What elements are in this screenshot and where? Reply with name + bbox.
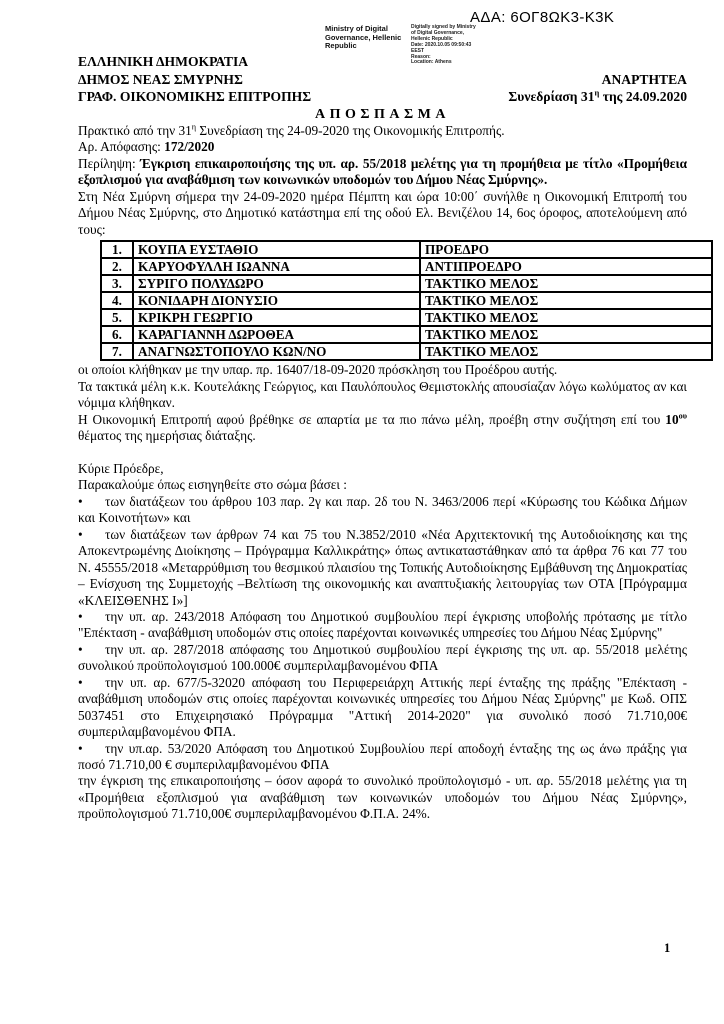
- text-segment: Συνεδρίαση της 24-09-2020 της Οικονομικής Επιτροπής.: [196, 123, 505, 138]
- page-number: 1: [664, 941, 671, 955]
- member-number: 1.: [101, 241, 133, 258]
- member-number: 4.: [101, 292, 133, 309]
- letterhead: [78, 53, 311, 106]
- member-row: [101, 258, 712, 275]
- member-row: [101, 241, 712, 258]
- member-role: ΤΑΚΤΙΚΟ ΜΕΛΟΣ: [420, 343, 712, 360]
- signature-detail-line: Location: Athens: [411, 59, 452, 66]
- superscript-text: η: [191, 122, 197, 132]
- member-role: ΤΑΚΤΙΚΟ ΜΕΛΟΣ: [420, 292, 712, 309]
- text-segment: των διατάξεων του άρθρου 103 παρ. 2γ και παρ. 2δ του Ν. 3463/2006 περί «Κύρωσης του Κώδικα Δήμων και Κοινοτήτων» και: [78, 493, 687, 526]
- member-number: 5.: [101, 309, 133, 326]
- member-name: ΚΑΡΑΓΙΑΝΝΗ ΔΩΡΟΘΕΑ: [133, 326, 420, 343]
- member-row: [101, 275, 712, 292]
- bullet-decision-53: [78, 741, 687, 774]
- text-segment: την έγκριση της επικαιροποιήσης – όσον αφορά το συνολικό προϋπολογισμό - υπ. αρ. 55/2018 μελέτης για τη «Προμήθεια εξοπλισμού για αναβάθμιση των κοινωνικών υποδομών του Δήμου Νέας Σμύρνης», προϋπολογισμού 71.710,00€ συμπεριλαμβανομένου Φ.Π.Α. 24%.: [78, 773, 687, 822]
- text-segment: της 24.09.2020: [599, 89, 687, 104]
- text-segment: Πρακτικό από την 31: [78, 123, 192, 138]
- member-name: ΚΟΥΠΑ ΕΥΣΤΑΘΙΟ: [133, 241, 420, 258]
- member-row: [101, 309, 712, 326]
- text-segment: Συνεδρίαση 31: [508, 89, 595, 104]
- signature-detail-line: EEST: [411, 47, 425, 54]
- blank-line: [78, 444, 687, 460]
- paragraph-request: [78, 477, 687, 493]
- member-number: 7.: [101, 343, 133, 360]
- members-table: [100, 240, 713, 361]
- paragraph-summary: [78, 156, 687, 189]
- superscript-text: ου: [678, 411, 687, 421]
- bullet-marker: •: [78, 740, 83, 756]
- paragraph-salutation: [78, 461, 687, 477]
- bullet-decision-287: [78, 642, 687, 675]
- text-segment: θέματος της ημερήσιας διάταξης.: [78, 427, 256, 443]
- member-role: ΠΡΟΕΔΡΟ: [420, 241, 712, 258]
- paragraph-session-intro: [78, 189, 687, 238]
- member-role: ΤΑΚΤΙΚΟ ΜΕΛΟΣ: [420, 275, 712, 292]
- signature-signer: Ministry of Digital Governance, Hellenic Republic: [325, 24, 402, 51]
- text-segment: Κύριε Πρόεδρε,: [78, 460, 164, 476]
- signature-detail-line: of Digital Governance,: [411, 29, 465, 36]
- bullet-marker: •: [78, 641, 83, 657]
- member-number: 2.: [101, 258, 133, 275]
- letterhead-line-office: ΓΡΑΦ. ΟΙΚΟΝΟΜΙΚΗΣ ΕΠΙΤΡΟΠΗΣ: [78, 89, 312, 104]
- superscript-text: η: [594, 87, 600, 98]
- text-segment: Αρ. Απόφασης:: [78, 139, 165, 155]
- ada-code: ΑΔΑ: 6ΟΓ8ΩΚ3-Κ3Κ: [470, 9, 615, 26]
- member-number: 6.: [101, 326, 133, 343]
- text-segment: Στη Νέα Σμύρνη σήμερα την 24-09-2020 ημέρα Πέμπτη και ώρα 10:00΄ συνήλθε η Οικονομική Επιτροπή του Δήμου Νέας Σμύρνης, στο Δημοτικό κατάστημα επί της οδού Ελ. Βενιζέλου 14, 6ος όροφος, αποτελούμενη από τους:: [78, 188, 687, 237]
- signature-detail-line: Hellenic Republic: [411, 35, 453, 42]
- letterhead-line-republic: ΕΛΛΗΝΙΚΗ ΔΗΜΟΚΡΑΤΙΑ: [78, 54, 249, 69]
- paragraph-invitation: [78, 362, 687, 378]
- text-segment: Έγκριση επικαιροποιήσης της υπ. αρ. 55/2018 μελέτης για τη προμήθεια με τίτλο «Προμήθεια εξοπλισμού για αναβάθμιση των κοινωνικών υποδομών του Δήμου Νέας Σμύρνης».: [78, 155, 687, 188]
- member-role: ΤΑΚΤΙΚΟ ΜΕΛΟΣ: [420, 326, 712, 343]
- text-segment: την υπ. αρ. 287/2018 απόφασης του Δημοτικού συμβουλίου περί έγκρισης της υπ. αρ. 55/2018 μελέτης συνολικού προϋπολογισμού 100.000€ συμπεριλαμβανομένου ΦΠΑ: [78, 641, 687, 674]
- session-date-line: [508, 88, 687, 106]
- bullet-marker: •: [78, 608, 83, 624]
- posting-header: [508, 71, 687, 106]
- member-name: ΑΝΑΓΝΩΣΤΟΠΟΥΛΟ ΚΩΝ/ΝΟ: [133, 343, 420, 360]
- member-name: ΚΡΙΚΡΗ ΓΕΩΡΓΙΟ: [133, 309, 420, 326]
- bullet-law-3463: [78, 494, 687, 527]
- member-row: [101, 326, 712, 343]
- bullet-decision-243: [78, 609, 687, 642]
- text-segment: οι οποίοι κλήθηκαν με την υπαρ. πρ. 16407/18-09-2020 πρόσκληση του Προέδρου αυτής.: [78, 362, 558, 378]
- member-name: ΣΥΡΙΓΟ ΠΟΛΥΔΩΡΟ: [133, 275, 420, 292]
- member-role: ΤΑΚΤΙΚΟ ΜΕΛΟΣ: [420, 309, 712, 326]
- text-segment: την υπ. αρ. 243/2018 Απόφαση του Δημοτικού συμβουλίου περί έγκρισης υποβολής πρότασης με τίτλο "Επέκταση - αναβάθμιση υποδομών στις οποίες παρέχονται κοινωνικές υπηρεσίες του Δήμου Νέας Σμύρνης": [78, 608, 687, 641]
- signature-detail-line: Digitally signed by Ministry: [411, 24, 476, 30]
- paragraph-decision-number: [78, 139, 687, 155]
- member-role: ΑΝΤΙΠΡΟΕΔΡΟ: [420, 258, 712, 275]
- letterhead-line-municipality: ΔΗΜΟΣ ΝΕΑΣ ΣΜΥΡΝΗΣ: [78, 71, 243, 87]
- paragraph-quorum: [78, 412, 687, 445]
- document-body: [78, 106, 687, 823]
- text-segment: των διατάξεων των άρθρων 74 και 75 του Ν.3852/2010 «Νέα Αρχιτεκτονική της Αυτοδιοίκησης και της Αποκεντρωμένης Διοίκησης – Πρόγραμμα Καλλικράτης» όπως αντικαταστάθηκαν από τα άρθρα 76 και 77 του Ν. 45555/2018 «Μεταρρύθμιση του θεσμικού πλαισίου της Τοπικής Αυτοδιοίκησης Εμβάθυνση της Δημοκρατίας – Ενίσχυση της Συμμετοχής –Βελτίωση της οικονομικής και αναπτυξιακής λειτουργίας των ΟΤΑ [Πρόγραμμα «ΚΛΕΙΣΘΕΝΗΣ Ι»]: [78, 526, 687, 608]
- member-row: [101, 343, 712, 360]
- bullet-marker: •: [78, 674, 83, 690]
- text-segment: Παρακαλούμε όπως εισηγηθείτε στο σώμα βάσει :: [78, 477, 347, 493]
- member-name: ΚΑΡΥΟΦΥΛΛΗ ΙΩΑΝΝΑ: [133, 258, 420, 275]
- text-segment: Τα τακτικά μέλη κ.κ. Κουτελάκης Γεώργιος, και Παυλόπουλος Θεμιστοκλής απουσίαζαν λόγω κωλύματος αν και νόμιμα κλήθηκαν.: [78, 378, 687, 411]
- document-title: ΑΠΟΣΠΑΣΜΑ: [314, 107, 451, 122]
- text-segment: την υπ. αρ. 677/5-32020 απόφαση του Περιφερειάρχη Αττικής περί ένταξης της πράξης "Επέκταση - αναβάθμιση υποδομών στις οποίες παρέχονται κοινωνικές υπηρεσίες του Δήμου Νέας Σμύρνης" με Κωδ. ΟΠΣ 5037451 στο Επιχειρησιακό Πρόγραμμα "Αττική 2014-2020" για συνολικό ποσό 71.710,00€ συμπεριλαμβανομένου ΦΠΑ.: [78, 674, 687, 740]
- bullet-law-3852: [78, 527, 687, 609]
- text-segment: την υπ.αρ. 53/2020 Απόφαση του Δημοτικού Συμβουλίου περί αποδοχή ένταξης της ως άνω πράξης για ποσό 71.710,00 € συμπεριλαμβανομένου ΦΠΑ: [78, 740, 687, 773]
- member-name: ΚΟΝΙΔΑΡΗ ΔΙΟΝΥΣΙΟ: [133, 292, 420, 309]
- bullet-marker: •: [78, 493, 83, 509]
- paragraph-approval: [78, 773, 687, 822]
- member-row: [101, 292, 712, 309]
- bullet-decision-677: [78, 675, 687, 741]
- paragraph-minutes: [78, 123, 687, 139]
- signature-detail-line: Reason:: [411, 53, 431, 60]
- paragraph-absent-members: [78, 379, 687, 412]
- member-number: 3.: [101, 275, 133, 292]
- anartitea-label: ΑΝΑΡΤΗΤΕΑ: [601, 71, 687, 87]
- bullet-marker: •: [78, 526, 83, 542]
- text-segment: 10: [665, 411, 679, 427]
- text-segment: Περίληψη:: [78, 155, 141, 171]
- text-segment: 172/2020: [164, 139, 215, 155]
- signature-details: [411, 25, 506, 66]
- digital-signature-block: [325, 25, 506, 66]
- signature-detail-line: Date: 2020.10.05 09:50:43: [411, 41, 472, 48]
- text-segment: Η Οικονομική Επιτροπή αφού βρέθηκε σε απαρτία με τα πιο πάνω μέλη, προέβη στην συζήτηση επί του: [78, 411, 666, 427]
